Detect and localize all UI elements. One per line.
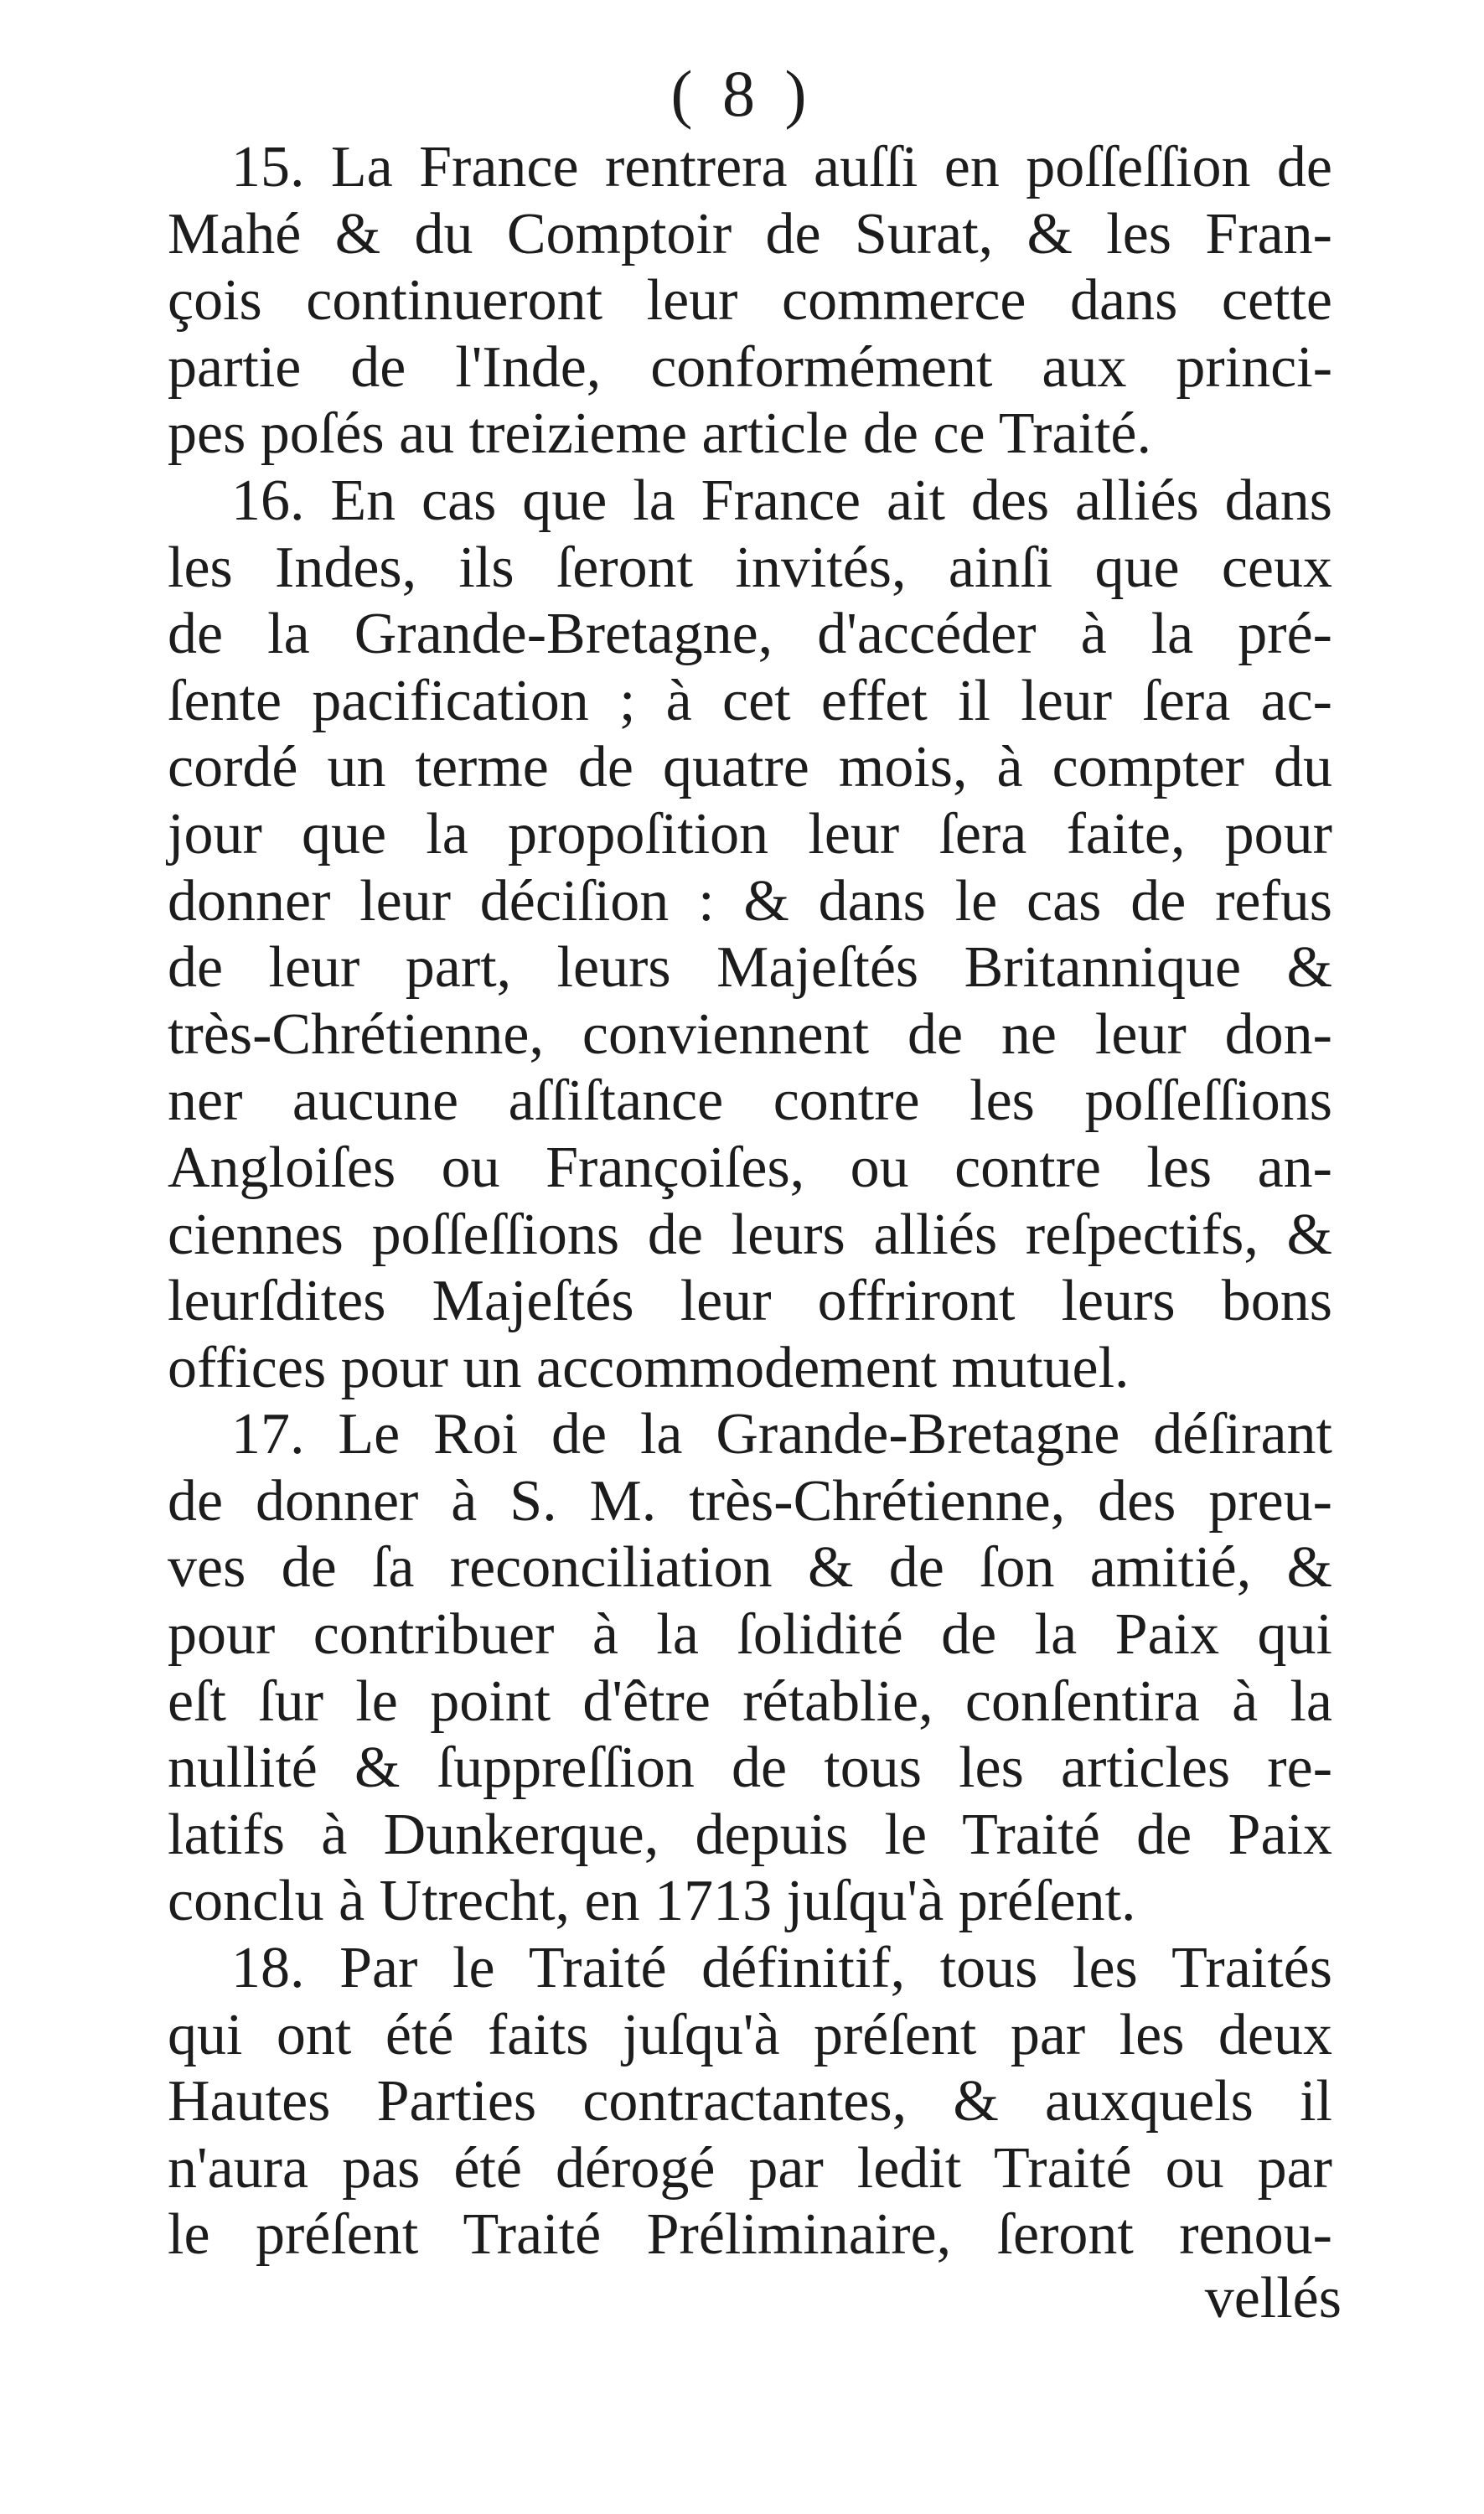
- text-line: très-Chrétienne, conviennent de ne leur don-: [168, 1001, 1332, 1067]
- text-line: Angloiſes ou Françoiſes, ou contre les an-: [168, 1135, 1332, 1200]
- text-line: le préſent Traité Préliminaire, ſeront renou-: [168, 2202, 1332, 2268]
- text-line: eſt ſur le point d'être rétablie, conſentira à la: [168, 1668, 1332, 1734]
- text-line: offices pour un accommodement mutuel.: [168, 1335, 1130, 1400]
- text-line: 18. Par le Traité définitif, tous les Traités: [231, 1936, 1332, 2001]
- text-line: Mahé & du Comptoir de Surat, & les Fran-: [168, 201, 1332, 266]
- text-line: ves de ſa reconciliation & de ſon amitié, &: [168, 1535, 1332, 1601]
- text-line: de donner à S. M. très-Chrétienne, des preu-: [168, 1468, 1332, 1534]
- text-line: 16. En cas que la France ait des alliés dans: [231, 468, 1332, 533]
- page-number: ( 8 ): [670, 57, 814, 130]
- text-line: n'aura pas été dérogé par ledit Traité ou par: [168, 2135, 1332, 2201]
- text-line: ner aucune aſſiſtance contre les poſſeſſions: [168, 1068, 1332, 1134]
- text-line: les Indes, ils ſeront invités, ainſi que ceux: [168, 535, 1332, 600]
- text-line: nullité & ſuppreſſion de tous les articles re-: [168, 1735, 1332, 1801]
- text-line: pes poſés au treizieme article de ce Traité.: [168, 401, 1151, 467]
- text-line: donner leur déciſion : & dans le cas de refus: [168, 868, 1332, 934]
- text-line: partie de l'Inde, conformément aux princi-: [168, 334, 1332, 400]
- text-line: ciennes poſſeſſions de leurs alliés reſpectifs, &: [168, 1202, 1332, 1267]
- text-line: Hautes Parties contractantes, & auxquels il: [168, 2069, 1332, 2134]
- text-line: 17. Le Roi de la Grande-Bretagne déſirant: [231, 1402, 1332, 1467]
- text-line: çois continueront leur commerce dans cette: [168, 268, 1332, 334]
- text-line: latifs à Dunkerque, depuis le Traité de Paix: [168, 1802, 1332, 1867]
- text-line: conclu à Utrecht, en 1713 juſqu'à préſent.: [168, 1869, 1136, 1934]
- text-line: cordé un terme de quatre mois, à compter du: [168, 735, 1332, 800]
- text-line: 15. La France rentrera auſſi en poſſeſſion de: [231, 135, 1332, 199]
- text-line: pour contribuer à la ſolidité de la Paix qui: [168, 1602, 1332, 1668]
- text-line: leurſdites Majeſtés leur offriront leurs bons: [168, 1269, 1332, 1334]
- catchword: vellés: [1204, 2266, 1342, 2331]
- text-line: ſente pacification ; à cet effet il leur ſera ac-: [168, 668, 1332, 733]
- text-line: de leur part, leurs Majeſtés Britannique &: [168, 935, 1332, 1001]
- body-text: [168, 134, 1332, 2268]
- text-line: jour que la propoſition leur ſera faite, pour: [168, 801, 1332, 866]
- text-line: de la Grande-Bretagne, d'accéder à la pré-: [168, 602, 1332, 667]
- text-line: qui ont été faits juſqu'à préſent par les deux: [168, 2002, 1332, 2067]
